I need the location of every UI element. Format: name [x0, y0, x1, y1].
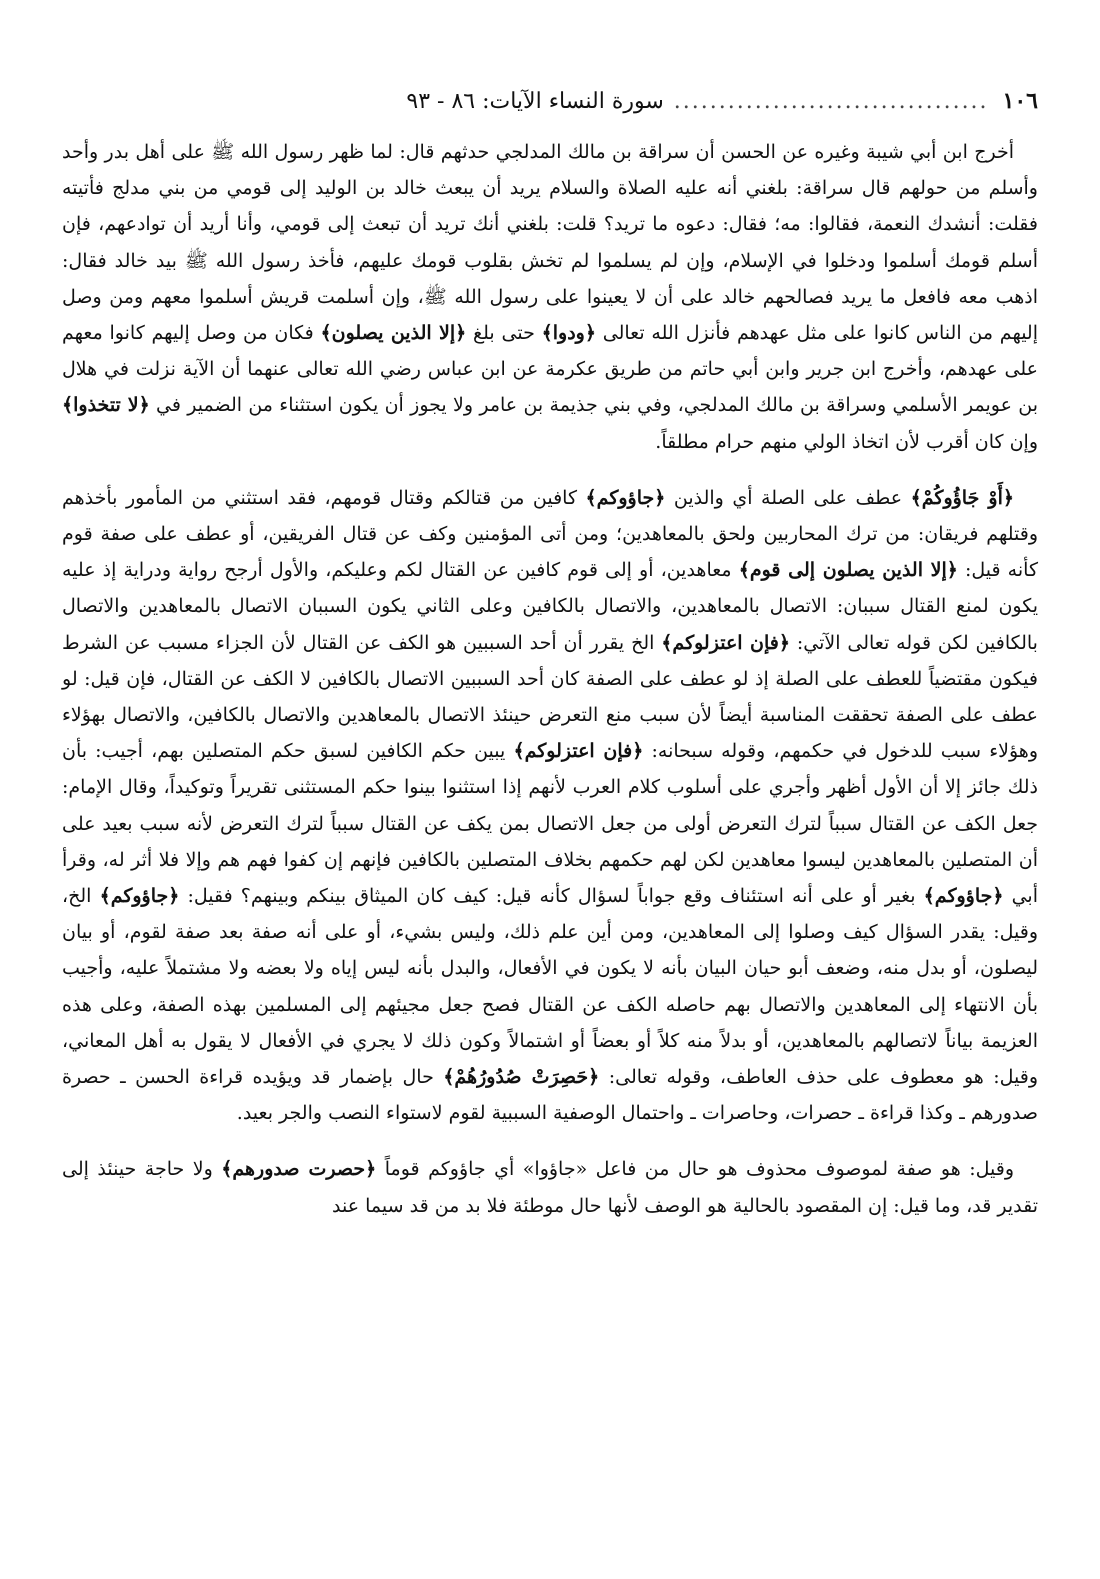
quran-quote: ﴿فإن اعتزلوكم﴾ [513, 740, 644, 763]
quran-quote: ﴿إلا الذين يصلون إلى قوم﴾ [738, 559, 958, 582]
text-run: حتى بلغ [466, 322, 535, 345]
quran-quote: ﴿حَصِرَتْ صُدُورُهُمْ﴾ [443, 1066, 600, 1089]
page-number: ١٠٦ [1002, 88, 1038, 114]
quran-quote: ﴿حصرت صدورهم﴾ [221, 1158, 377, 1181]
quran-quote: ﴿فإن اعتزلوكم﴾ [661, 631, 790, 654]
text-run: وإن كان أقرب لأن اتخاذ الولي منهم حرام مطلقاً. [655, 430, 1038, 453]
text-run: عطف على الصلة أي والذين [665, 486, 903, 509]
text-run: الخ، وقيل: يقدر السؤال كيف وصلوا إلى المعاهدين، ومن أين علم ذلك، وليس بشيء، أو على أنه صفة بعد صفة لقوم، أو بيان ليصلون، أو بدل منه، وضعف أبو حيان البيان بأنه لا يكون في الأفعال، والبدل بأنه ليس إياه ولا بعضه ولا مشتملاً عليه، وأجيب بأن الانتهاء إلى المعاهدين والاتصال بهم حاصله الكف عن القتال فصح جعل مجيئهم إلى المسلمين بهذه الصفة، وعلى هذه العزيمة بياناً لاتصالهم بالمعاهدين، أو بدلاً منه كلاً أو بعضاً أو اشتمالاً وكون ذلك لا يجري في الأفعال لا يقول به أهل المعاني، وقيل: هو معطوف على حذف العاطف، وقوله تعالى: [62, 885, 1039, 1089]
leader-dots: ................................... [673, 89, 989, 114]
text-run: كافين من قتالكم وقتال قومهم، فقد استثني من المأمور بأخذهم وقتلهم فريقان: من ترك المحاربين ولحق بالمعاهدين؛ ومن أتى المؤمنين وكف عن قتال الفريقين، أو عطف على صفة قوم كأنه قيل: [62, 486, 1038, 582]
quran-quote: ﴿ودوا﴾ [541, 322, 596, 345]
text-run: معاهدين، أو إلى قوم كافين عن القتال لكم وعليكم، والأول أرجح رواية ودراية إذ عليه يكون لمنع القتال سببان: الاتصال بالمعاهدين، والاتصال بالكافين وعلى الثاني يكون السببان الاتصال بالمعاهدين والاتصال بالكافين لكن قوله تعالى الآتي: [62, 559, 1038, 654]
quran-quote: ﴿جاؤوكم﴾ [923, 885, 1004, 908]
text-run: حال بإضمار قد ويؤيده قراءة الحسن ـ حصرة صدورهم ـ وكذا قراءة ـ حصرات، وحاصرات ـ واحتمال الوصفية السببية لقوم لاستواء النصب والجر بعيد. [62, 1066, 1038, 1125]
text-run: ولا حاجة حينئذ إلى تقدير قد، وما قيل: إن المقصود بالحالية هو الوصف لأنها حال موطئة فلا بد من قد سيما عند [62, 1158, 1038, 1217]
quran-quote: ﴿جاؤوكم﴾ [99, 885, 180, 908]
running-title: سورة النساء الآيات: ٨٦ - ٩٣ [406, 89, 664, 114]
quran-quote: ﴿لا تتخذوا﴾ [62, 394, 150, 417]
paragraph-3 [62, 1151, 1038, 1223]
text-run: الخ يقرر أن أحد السببين هو الكف عن القتال لأن الجزاء مسبب عن الشرط فيكون مقتضياً للعطف على الصلة إذ لو عطف على الصفة كان أحد السببين الاتصال بالكافين لا الكف عن القتال، فإن قيل: لو عطف على الصفة تحققت المناسبة أيضاً لأن سبب منع التعرض حينئذ الاتصال بالمعاهدين والاتصال بالكافين، والاتصال بهؤلاء وهؤلاء سبب للدخول في حكمهم، وقوله سبحانه: [62, 631, 1039, 763]
text-run: بغير أو على أنه استئناف وقع جواباً لسؤال كأنه قيل: كيف كان الميثاق بينكم وبينهم؟ فقيل: [179, 885, 916, 908]
quran-quote: ﴿أَوْ جَاؤُوكُمْ﴾ [910, 486, 1014, 509]
paragraph-1 [62, 134, 1038, 460]
text-run: أخرج ابن أبي شيبة وغيره عن الحسن أن سراقة بن مالك المدلجي حدثهم قال: لما ظهر رسول الله ﷺ على أهل بدر وأحد وأسلم من حولهم قال سراقة: بلغني أنه عليه الصلاة والسلام يريد أن يبعث خالد بن الوليد إلى قومي من بني مدلج فأتيته فقلت: أنشدك النعمة، فقالوا: مه؛ فقال: دعوه ما تريد؟ قلت: بلغني أنك تريد أن تبعث إلى قومي، وأنا أريد أن توادعهم، فإن أسلم قومك أسلموا ودخلوا في الإسلام، وإن لم يسلموا لم تخش بقلوب قومك عليهم، فأخذ رسول الله ﷺ بيد خالد فقال: اذهب معه فافعل ما يريد فصالحهم خالد على أن لا يعينوا على رسول الله ﷺ، وإن أسلمت قريش أسلموا معهم ومن وصل إليهم من الناس كانوا على مثل عهدهم فأنزل الله تعالى [62, 141, 1038, 345]
text-run: يبين حكم الكافين لسبق حكم المتصلين بهم، أجيب: بأن ذلك جائز إلا أن الأول أظهر وأجري على أسلوب كلام العرب لأنهم إذا استثنوا بينوا حكم المستثنى تقريراً وتوكيداً، وقال الإمام: جعل الكف عن القتال سبباً لترك التعرض أولى من جعل الاتصال بمن يكف عن القتال سبباً لترك التعرض لأنه سبب بعيد على أن المتصلين بالمعاهدين ليسوا معاهدين لكن لهم حكمهم بخلاف المتصلين بالكافين فإنهم إن كفوا فهم هم وإلا فلا أثر له، وقرأ أبي [62, 740, 1038, 908]
paragraph-2 [62, 480, 1038, 1132]
page-header [62, 88, 1038, 114]
text-run: فكان من وصل إليهم كانوا معهم على عهدهم، وأخرج ابن جرير وابن أبي حاتم من طريق عكرمة عن ابن عباس رضي الله تعالى عنهما أن الآية نزلت في هلال بن عويمر الأسلمي وسراقة بن مالك المدلجي، وفي بني جذيمة بن عامر ولا يجوز أن يكون استثناء من الضمير في [62, 322, 1038, 417]
text-run: وقيل: هو صفة لموصوف محذوف هو حال من فاعل «جاؤوا» أي جاؤوكم قوماً [376, 1158, 1015, 1181]
quran-quote: ﴿جاؤوكم﴾ [585, 486, 666, 509]
quran-quote: ﴿إلا الذين يصلون﴾ [320, 322, 467, 345]
